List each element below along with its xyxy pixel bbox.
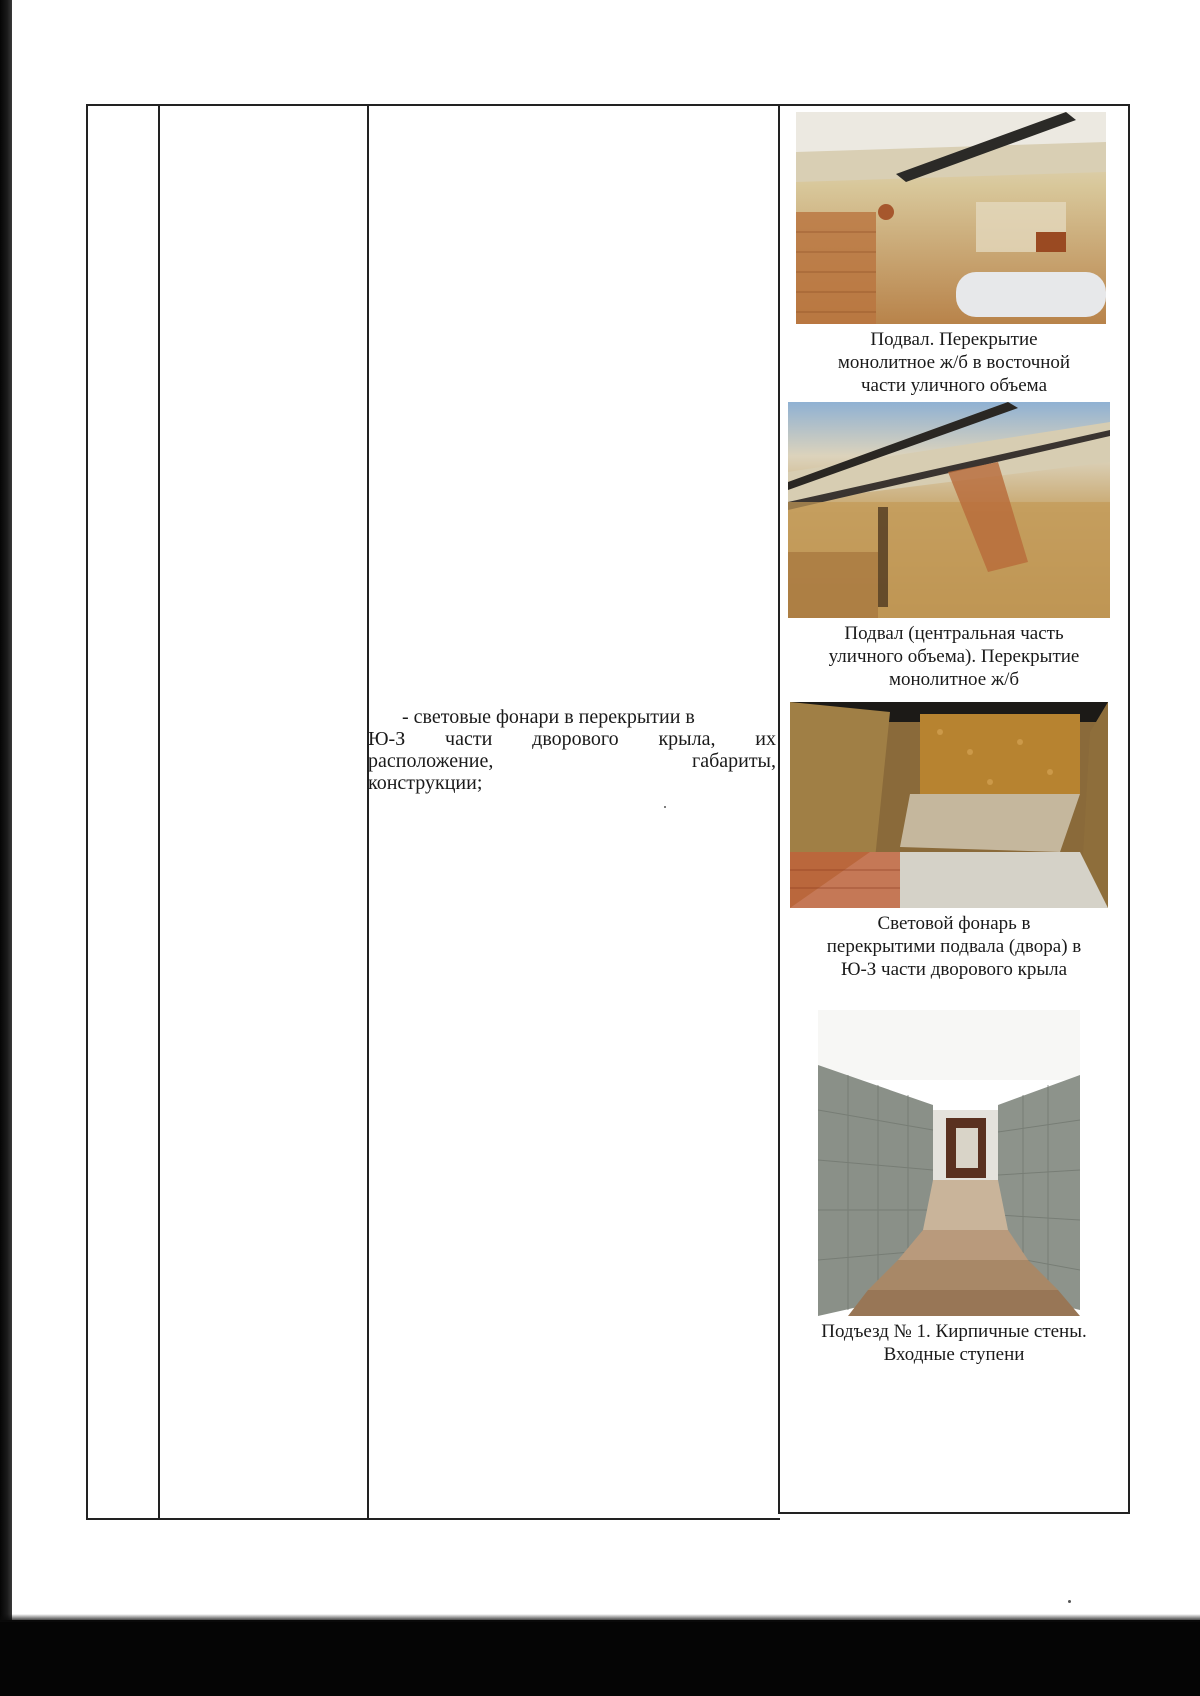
table-border-left: [86, 106, 88, 1520]
scan-speck: [664, 806, 666, 808]
description-line: Ю-З части дворового крыла, их: [368, 728, 776, 750]
description-text: [368, 706, 776, 794]
photo-basement-central: [788, 402, 1110, 618]
photo-entrance-image: [818, 1010, 1080, 1316]
scan-edge-left: [0, 0, 12, 1625]
scan-edge-bottom: [0, 1620, 1200, 1696]
photo-entrance: [818, 1010, 1080, 1316]
photo-caption: Подвал (центральная часть уличного объема). Перекрытие монолитное ж/б: [828, 623, 1080, 690]
table-border-right: [1128, 106, 1130, 1514]
table-col-divider-2: [367, 106, 369, 1520]
table-col-divider-3: [778, 106, 780, 1514]
table-bottom-border-left-cells: [86, 1518, 780, 1520]
photo-skylight: [790, 702, 1108, 908]
photo-basement-east: [796, 112, 1106, 324]
photo-caption: Подвал. Перекрытие монолитное ж/б в восточной части уличного объема: [837, 329, 1071, 396]
description-line: конструкции;: [368, 772, 483, 794]
photo-basement-east-image: [796, 112, 1106, 324]
description-line: расположение, габариты,: [368, 750, 776, 772]
table-top-border: [86, 104, 1130, 106]
photo-skylight-image: [790, 702, 1108, 908]
photo-basement-central-image: [788, 402, 1110, 618]
table-col-divider-1: [158, 106, 160, 1520]
photo-caption: Подъезд № 1. Кирпичные стены. Входные ступени: [821, 1321, 1087, 1365]
table-bottom-border-right-cell: [778, 1512, 1130, 1514]
photo-caption: Световой фонарь в перекрытими подвала (двора) в Ю-З части дворового крыла: [826, 913, 1082, 980]
scan-speck: [1068, 1600, 1071, 1603]
description-line: - световые фонари в перекрытии в: [402, 706, 695, 728]
